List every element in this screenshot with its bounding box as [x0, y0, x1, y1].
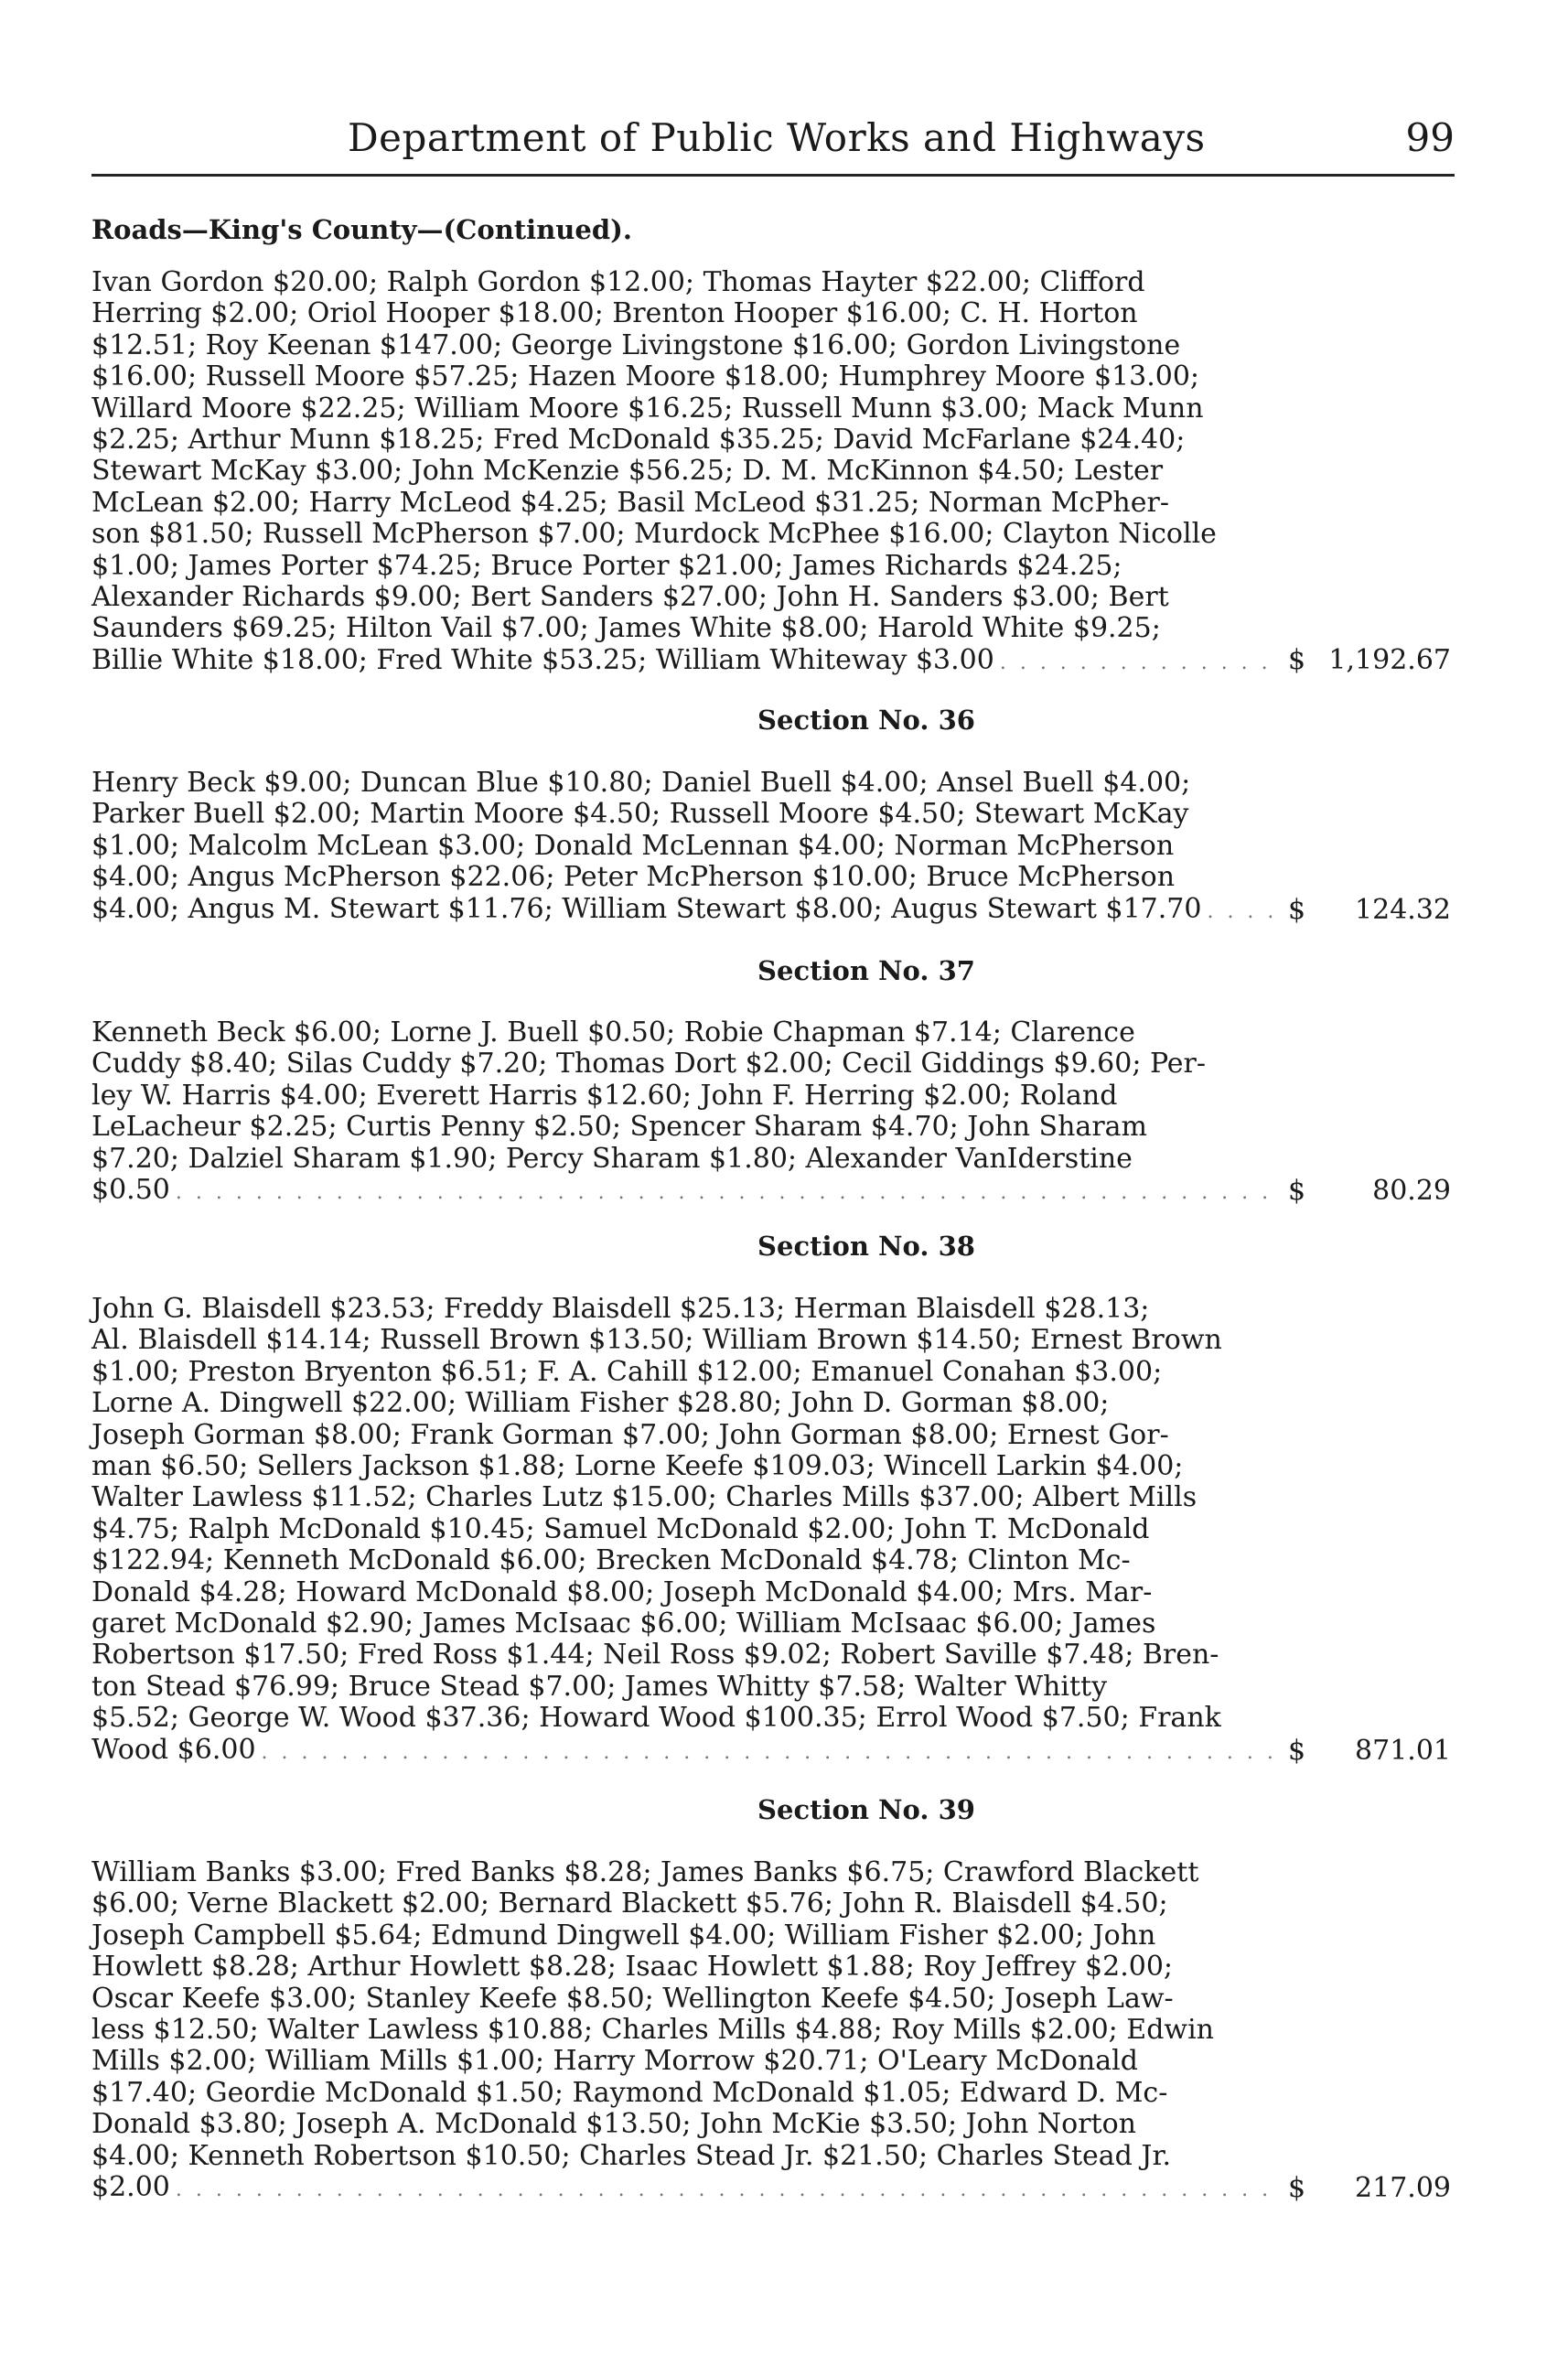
text-line: Walter Lawless $11.52; Charles Lutz $15.00; Charles Mills $37.00; Albert Mills — [91, 1481, 1197, 1514]
header-title: Department of Public Works and Highways — [348, 115, 1206, 160]
text-line: McLean $2.00; Harry McLeod $4.25; Basil McLeod $31.25; Norman McPher- — [91, 486, 1169, 519]
section-heading: Section No. 36 — [757, 704, 975, 736]
section-total — [1288, 644, 1451, 677]
last-line-with-leader — [91, 1735, 1272, 1769]
text-line: Parker Buell $2.00; Martin Moore $4.50; Russell Moore $4.50; Stewart McKay — [91, 798, 1189, 831]
total-value: 80.29 — [1372, 1175, 1451, 1207]
text-line: $6.00; Verne Blackett $2.00; Bernard Blackett $5.76; John R. Blaisdell $4.50; — [91, 1887, 1168, 1920]
text-line: LeLacheur $2.25; Curtis Penny $2.50; Spencer Sharam $4.70; John Sharam — [91, 1111, 1147, 1144]
total-value: 871.01 — [1355, 1735, 1451, 1767]
section-total — [1288, 1175, 1451, 1208]
text-line: Ivan Gordon $20.00; Ralph Gordon $12.00; Thomas Hayter $22.00; Clifford — [91, 266, 1145, 298]
text-line: $0.50 — [91, 1174, 170, 1207]
text-line: ley W. Harris $4.00; Everett Harris $12.60; John F. Herring $2.00; Roland — [91, 1079, 1118, 1112]
text-line: son $81.50; Russell McPherson $7.00; Murdock McPhee $16.00; Clayton Nicolle — [91, 518, 1217, 551]
text-line: Wood $6.00 — [91, 1733, 256, 1766]
text-line: $5.52; George W. Wood $37.36; Howard Wood $100.35; Errol Wood $7.50; Frank — [91, 1702, 1221, 1735]
total-value: 217.09 — [1355, 2172, 1451, 2204]
text-line: Howlett $8.28; Arthur Howlett $8.28; Isaac Howlett $1.88; Roy Jeffrey $2.00; — [91, 1951, 1174, 1984]
text-line: $1.00; Preston Bryenton $6.51; F. A. Cahill $12.00; Emanuel Conahan $3.00; — [91, 1355, 1163, 1388]
paragraph-section-36 — [91, 768, 1272, 928]
total-value: 124.32 — [1355, 894, 1451, 926]
text-line: $1.00; Malcolm McLean $3.00; Donald McLennan $4.00; Norman McPherson — [91, 829, 1175, 862]
dot-leader — [262, 1737, 1272, 1769]
text-line: Mills $2.00; William Mills $1.00; Harry Morrow $20.71; O'Leary McDonald — [91, 2045, 1138, 2078]
currency-sign: $ — [1288, 644, 1306, 676]
text-line: $4.00; Kenneth Robertson $10.50; Charles Stead Jr. $21.50; Charles Stead Jr. — [91, 2139, 1172, 2172]
paragraph-section-39 — [91, 1857, 1272, 2206]
section-total — [1288, 2172, 1451, 2205]
text-line: Cuddy $8.40; Silas Cuddy $7.20; Thomas Dort $2.00; Cecil Giddings $9.60; Per- — [91, 1048, 1207, 1081]
text-line: Joseph Campbell $5.64; Edmund Dingwell $4.00; William Fisher $2.00; John — [91, 1919, 1156, 1952]
text-line: Oscar Keefe $3.00; Stanley Keefe $8.50; Wellington Keefe $4.50; Joseph Law- — [91, 1982, 1174, 2015]
last-line-with-leader — [91, 894, 1272, 928]
text-line: Henry Beck $9.00; Duncan Blue $10.80; Daniel Buell $4.00; Ansel Buell $4.00; — [91, 767, 1191, 799]
section-total — [1288, 894, 1451, 927]
dot-leader — [176, 1178, 1272, 1209]
main-heading: Roads—King's County—(Continued). — [91, 214, 632, 245]
last-line-with-leader — [91, 645, 1272, 679]
text-line: Saunders $69.25; Hilton Vail $7.00; James White $8.00; Harold White $9.25; — [91, 612, 1161, 645]
currency-sign: $ — [1288, 1735, 1306, 1767]
text-line: Al. Blaisdell $14.14; Russell Brown $13.50; William Brown $14.50; Ernest Brown — [91, 1324, 1222, 1357]
text-line: Stewart McKay $3.00; John McKenzie $56.25; D. M. McKinnon $4.50; Lester — [91, 455, 1164, 488]
currency-sign: $ — [1288, 1175, 1306, 1207]
text-line: $12.51; Roy Keenan $147.00; George Livingstone $16.00; Gordon Livingstone — [91, 328, 1181, 361]
text-line: Alexander Richards $9.00; Bert Sanders $27.00; John H. Sanders $3.00; Bert — [91, 581, 1169, 614]
text-line: Joseph Gorman $8.00; Frank Gorman $7.00; John Gorman $8.00; Ernest Gor- — [91, 1418, 1169, 1451]
text-line: Lorne A. Dingwell $22.00; William Fisher $28.80; John D. Gorman $8.00; — [91, 1387, 1110, 1420]
text-line: $7.20; Dalziel Sharam $1.90; Percy Sharam $1.80; Alexander VanIderstine — [91, 1142, 1133, 1175]
text-line: $122.94; Kenneth McDonald $6.00; Brecken McDonald $4.78; Clinton Mc- — [91, 1544, 1131, 1577]
text-line: William Banks $3.00; Fred Banks $8.28; James Banks $6.75; Crawford Blackett — [91, 1856, 1199, 1888]
text-line: $16.00; Russell Moore $57.25; Hazen Moore $18.00; Humphrey Moore $13.00; — [91, 360, 1200, 393]
text-line: Robertson $17.50; Fred Ross $1.44; Neil Ross $9.02; Robert Saville $7.48; Bren- — [91, 1639, 1219, 1672]
currency-sign: $ — [1288, 2172, 1306, 2204]
text-line: $1.00; James Porter $74.25; Bruce Porter $21.00; James Richards $24.25; — [91, 549, 1122, 582]
text-line: $2.25; Arthur Munn $18.25; Fred McDonald $35.25; David McFarlane $24.40; — [91, 424, 1186, 457]
text-line: John G. Blaisdell $23.53; Freddy Blaisdell $25.13; Herman Blaisdell $28.13; — [91, 1293, 1150, 1325]
text-line: man $6.50; Sellers Jackson $1.88; Lorne Keefe $109.03; Wincell Larkin $4.00; — [91, 1450, 1184, 1483]
dot-leader — [1000, 648, 1272, 679]
last-line-with-leader — [91, 1175, 1272, 1209]
text-line: $4.75; Ralph McDonald $10.45; Samuel McDonald $2.00; John T. McDonald — [91, 1512, 1150, 1545]
section-total — [1288, 1735, 1451, 1768]
dot-leader — [176, 2175, 1272, 2206]
dot-leader — [1207, 897, 1272, 928]
text-line: Donald $4.28; Howard McDonald $8.00; Joseph McDonald $4.00; Mrs. Mar- — [91, 1575, 1153, 1608]
text-line: Donald $3.80; Joseph A. McDonald $13.50; John McKie $3.50; John Norton — [91, 2108, 1136, 2141]
text-line: $4.00; Angus McPherson $22.06; Peter McPherson $10.00; Bruce McPherson — [91, 861, 1176, 894]
text-line: Billie White $18.00; Fred White $53.25; William Whiteway $3.00 — [91, 643, 994, 676]
paragraph-continued — [91, 267, 1272, 679]
text-line: Kenneth Beck $6.00; Lorne J. Buell $0.50; Robie Chapman $7.14; Clarence — [91, 1016, 1135, 1048]
text-line: $4.00; Angus M. Stewart $11.76; William Stewart $8.00; Augus Stewart $17.70 — [91, 892, 1202, 925]
text-line: ton Stead $76.99; Bruce Stead $7.00; James Whitty $7.58; Walter Whitty — [91, 1670, 1108, 1703]
section-heading: Section No. 37 — [757, 955, 975, 986]
text-line: Herring $2.00; Oriol Hooper $18.00; Brenton Hooper $16.00; C. H. Horton — [91, 297, 1138, 330]
page-header — [91, 108, 1455, 177]
text-line: garet McDonald $2.90; James McIsaac $6.00; William McIsaac $6.00; James — [91, 1608, 1156, 1640]
text-line: $2.00 — [91, 2171, 170, 2204]
text-line: $17.40; Geordie McDonald $1.50; Raymond McDonald $1.05; Edward D. Mc- — [91, 2076, 1168, 2109]
last-line-with-leader — [91, 2172, 1272, 2206]
currency-sign: $ — [1288, 894, 1306, 926]
text-line: less $12.50; Walter Lawless $10.88; Charles Mills $4.88; Roy Mills $2.00; Edwin — [91, 2014, 1214, 2047]
page-number: 99 — [1405, 115, 1455, 160]
total-value: 1,192.67 — [1328, 644, 1451, 676]
text-line: Willard Moore $22.25; William Moore $16.25; Russell Munn $3.00; Mack Munn — [91, 392, 1204, 425]
paragraph-section-37 — [91, 1017, 1272, 1209]
paragraph-section-38 — [91, 1294, 1272, 1769]
section-heading: Section No. 38 — [757, 1231, 975, 1262]
section-heading: Section No. 39 — [757, 1794, 975, 1825]
